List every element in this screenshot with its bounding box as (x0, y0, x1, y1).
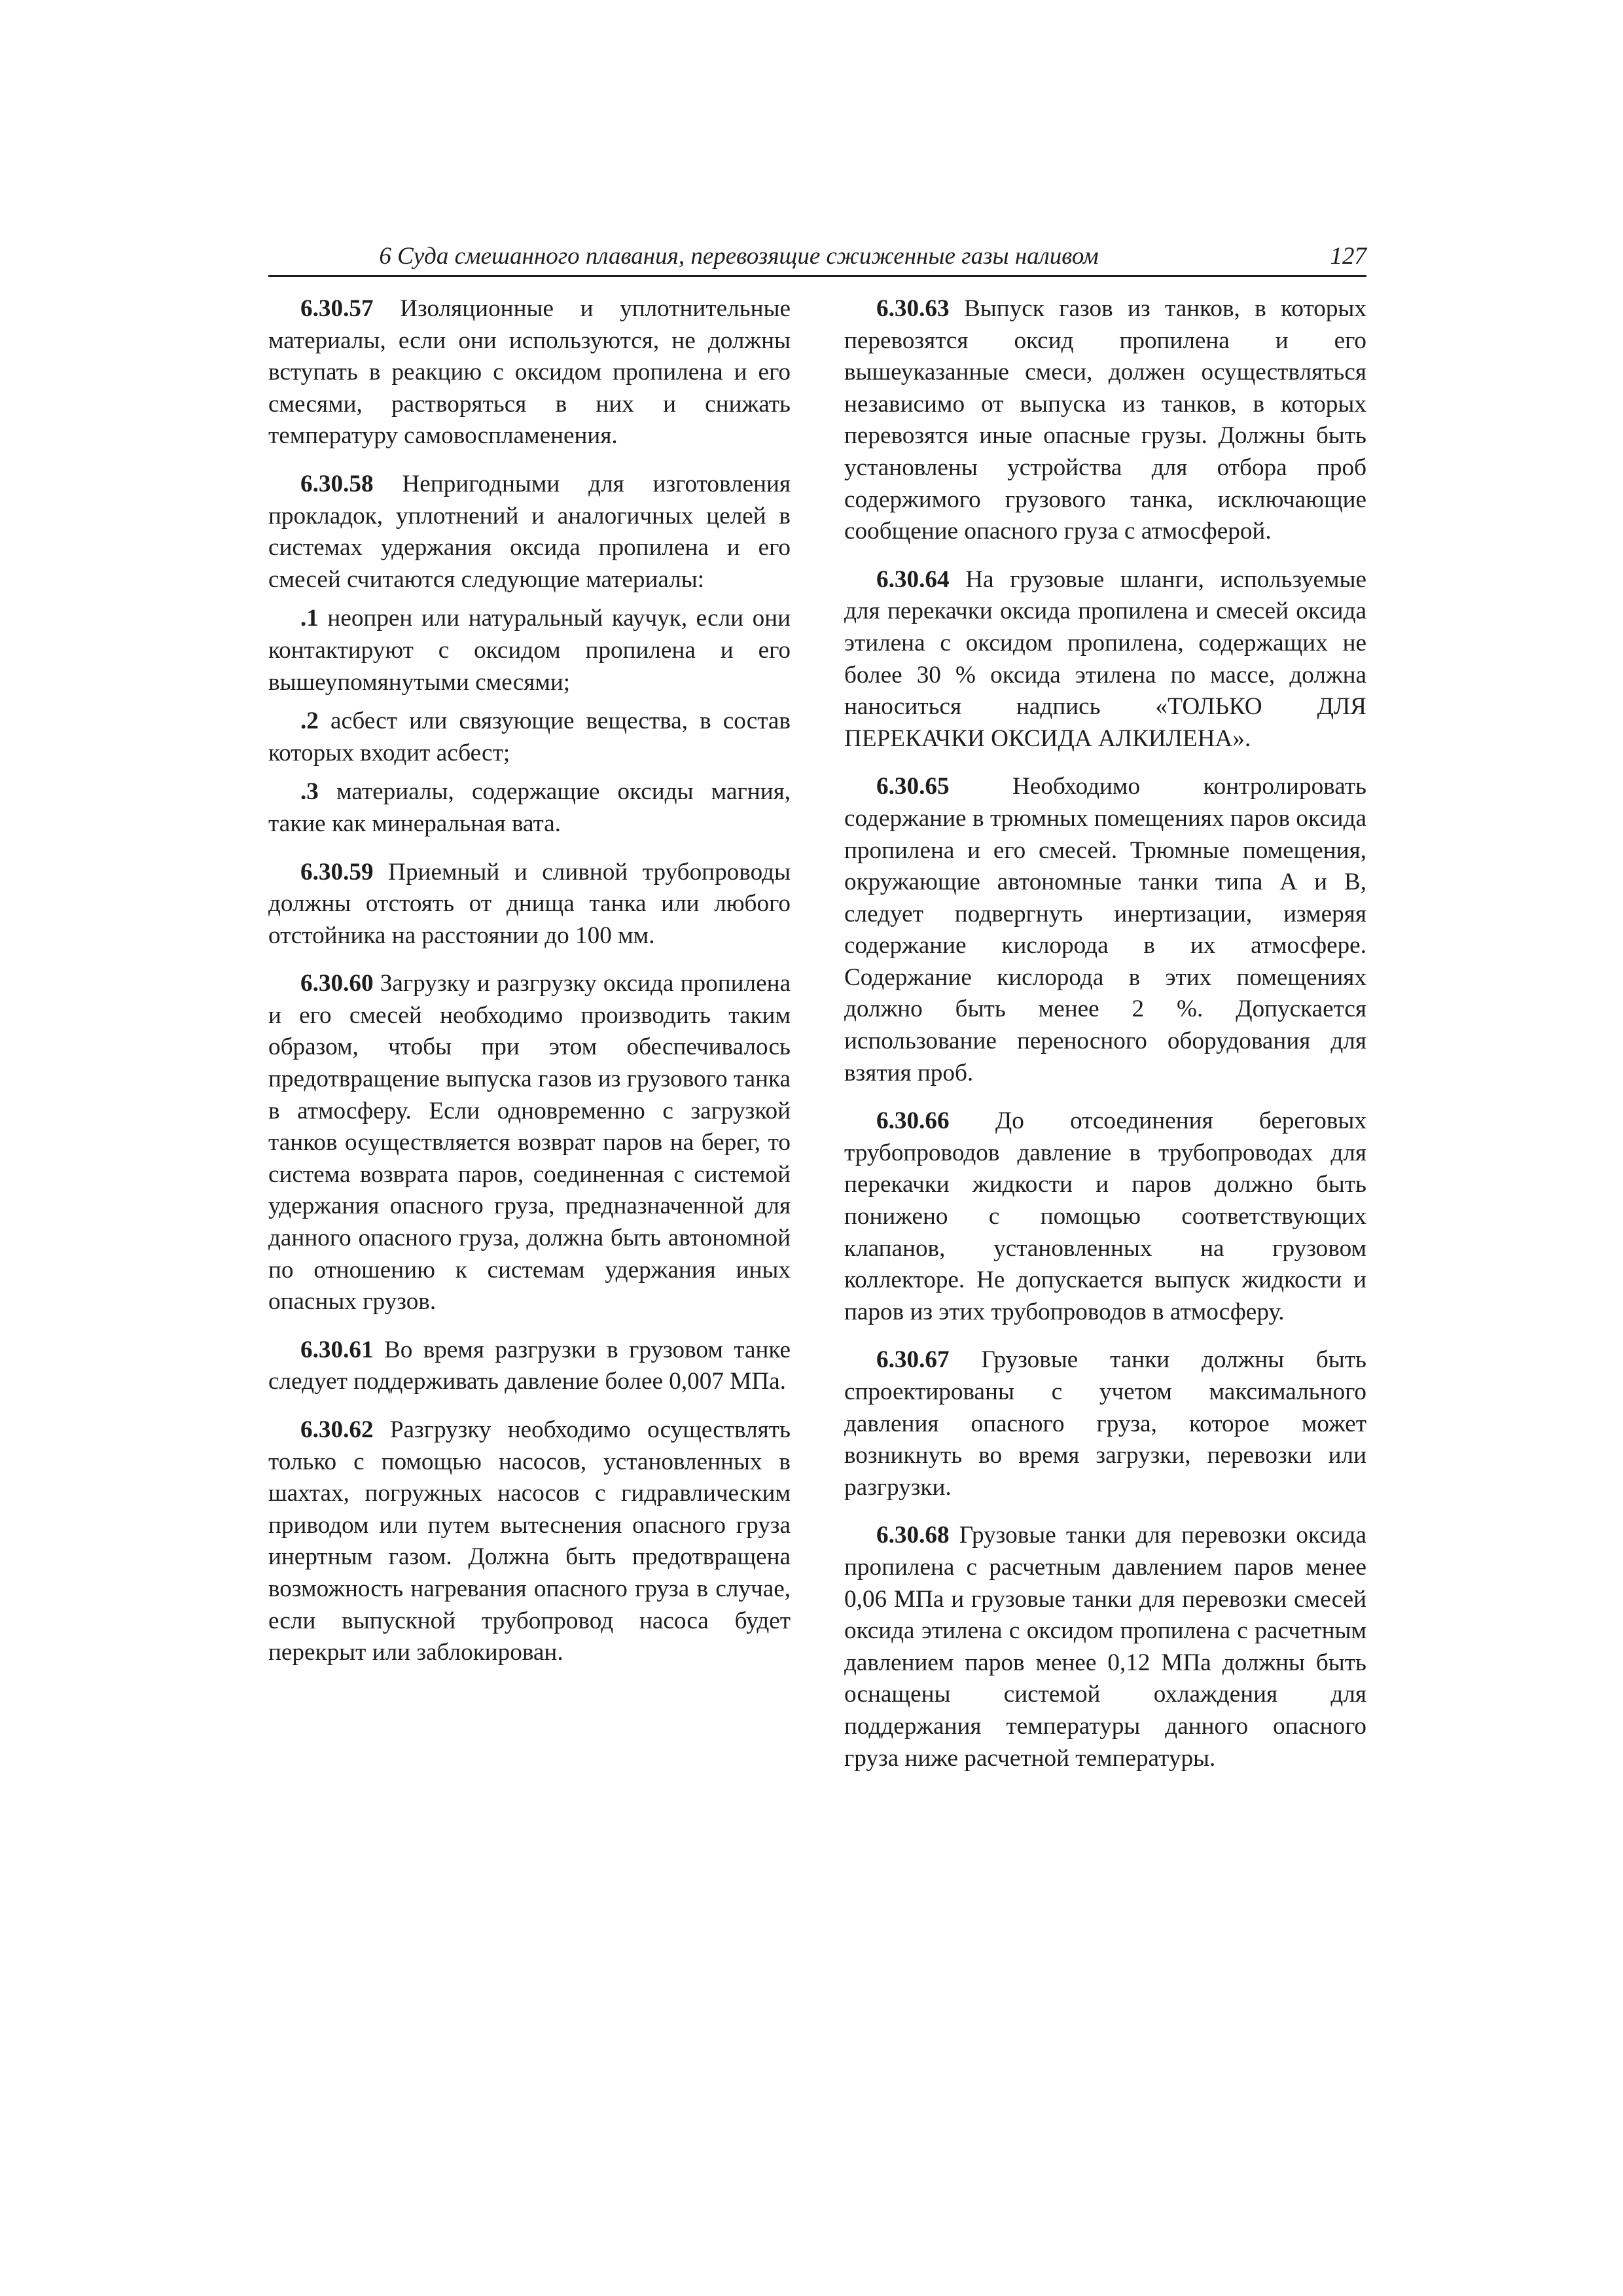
clause-text: Необходимо контролировать содержание в трюмных помещениях паров оксида пропилена и его смесей. Трюмные помещения, окружающие автономные танки типа А и В, следует подвергнуть инертизации, измеряя содержание кислорода в их атмосфере. Содержание кислорода в этих помещениях должно быть менее 2 %. Допускается использование переносного оборудования для взятия проб. (844, 773, 1366, 1086)
list-item-text: материалы, содержащие оксиды магния, такие как минеральная вата. (268, 778, 791, 837)
running-title: 6 Суда смешанного плавания, перевозящие сжиженные газы наливом (379, 243, 1099, 270)
clause-text: Выпуск газов из танков, в которых перевозятся оксид пропилена и его вышеуказанные смеси, должен осуществляться независимо от выпуска из танков, в которых перевозятся иные опасные грузы. Должны быть установлены устройства для отбора проб содержимого грузового танка, исключающие сообщение опасного груза с атмосферой. (844, 295, 1366, 545)
list-item-3 (268, 776, 791, 840)
list-item-text: неопрен или натуральный каучук, если они контактируют с оксидом пропилена и его вышеупомянутыми смесями; (268, 605, 791, 696)
clause-text: Загрузку и разгрузку оксида пропилена и его смесей необходимо производить таким образом, чтобы при этом обеспечивалось предотвращение выпуска газов из грузового танка в атмосферу. Если одновременно с загрузкой танков осуществляется возврат паров на берег, то система возврата паров, соединенная с системой удержания опасного груза, предназначенной для данного опасного груза, должна быть автономной по отношению к системам удержания иных опасных грузов. (268, 970, 791, 1316)
paragraph-6-30-57 (268, 293, 791, 452)
clause-text: На грузовые шланги, используемые для перекачки оксида пропилена и смесей оксида этилена с оксидом пропилена, содержащих не более 30 % оксида этилена по массе, должна наноситься надпись «ТОЛЬКО ДЛЯ ПЕРЕКАЧКИ ОКСИДА АЛКИЛЕНА». (844, 565, 1366, 752)
clause-number: 6.30.65 (876, 773, 950, 800)
clause-text: Во время разгрузки в грузовом танке следует поддерживать давление более 0,007 МПа. (268, 1336, 791, 1395)
clause-text: Приемный и сливной трубопроводы должны отстоять от днища танка или любого отстойника на расстоянии до 100 мм. (268, 858, 791, 949)
paragraph-6-30-68 (844, 1520, 1366, 1774)
clause-number: 6.30.57 (300, 295, 374, 322)
clause-number: 6.30.68 (876, 1522, 950, 1549)
clause-number: 6.30.59 (300, 858, 374, 886)
clause-text: До отсоединения береговых трубопроводов давление в трубопроводах для перекачки жидкости и паров должно быть понижено с помощью соответствующих клапанов, установленных на грузовом коллекторе. Не допускается выпуск жидкости и паров из этих трубопроводов в атмосферу. (844, 1107, 1366, 1325)
clause-text: Грузовые танки для перевозки оксида пропилена с расчетным давлением паров менее 0,06 МПа и грузовые танки для перевозки смесей оксида этилена с оксидом пропилена с расчетным давлением паров менее 0,12 МПа должны быть оснащены системой охлаждения для поддержания температуры данного опасного груза ниже расчетной температуры. (844, 1522, 1366, 1772)
page-number: 127 (1330, 243, 1366, 270)
clause-number: 6.30.60 (300, 970, 374, 997)
list-item-number: .1 (300, 605, 319, 632)
paragraph-6-30-61 (268, 1335, 791, 1398)
paragraph-6-30-66 (844, 1105, 1366, 1328)
clause-text: Грузовые танки должны быть спроектированы с учетом максимального давления опасного груза, которое может возникнуть во время загрузки, перевозки или разгрузки. (844, 1346, 1367, 1501)
clause-text: Разгрузку необходимо осуществлять только с помощью насосов, установленных в шахтах, погружных насосов с гидравлическим приводом или путем вытеснения опасного груза инертным газом. Должна быть предотвращена возможность нагревания опасного груза в случае, если выпускной трубопровод насоса будет перекрыт или заблокирован. (268, 1416, 791, 1666)
paragraph-6-30-62 (268, 1414, 791, 1669)
paragraph-6-30-60 (268, 968, 791, 1318)
clause-text: Непригодными для изготовления прокладок, уплотнений и аналогичных целей в системах удержания оксида пропилена и его смесей считаются следующие материалы: (268, 470, 791, 593)
clause-text: Изоляционные и уплотнительные материалы, если они используются, не должны вступать в реакцию с оксидом пропилена и его смесями, растворяться в них и снижать температуру самовоспламенения. (268, 295, 791, 450)
list-item-number: .3 (300, 778, 319, 806)
running-header (268, 234, 1366, 277)
clause-number: 6.30.64 (876, 565, 950, 593)
paragraph-6-30-59 (268, 857, 791, 952)
clause-number: 6.30.63 (876, 295, 950, 322)
clause-number: 6.30.66 (876, 1107, 950, 1135)
paragraph-6-30-64 (844, 564, 1366, 755)
list-item-2 (268, 706, 791, 769)
clause-number: 6.30.67 (876, 1346, 950, 1374)
paragraph-6-30-58 (268, 469, 791, 596)
paragraph-6-30-63 (844, 293, 1366, 548)
list-item-1 (268, 603, 791, 698)
paragraph-6-30-67 (844, 1344, 1366, 1503)
clause-number: 6.30.61 (300, 1336, 374, 1363)
clause-number: 6.30.62 (300, 1416, 374, 1443)
list-item-number: .2 (300, 708, 319, 735)
right-column (844, 293, 1366, 1791)
left-column (268, 293, 791, 1685)
clause-number: 6.30.58 (300, 470, 374, 497)
list-item-text: асбест или связующие вещества, в состав которых входит асбест; (268, 708, 791, 766)
paragraph-6-30-65 (844, 771, 1366, 1089)
